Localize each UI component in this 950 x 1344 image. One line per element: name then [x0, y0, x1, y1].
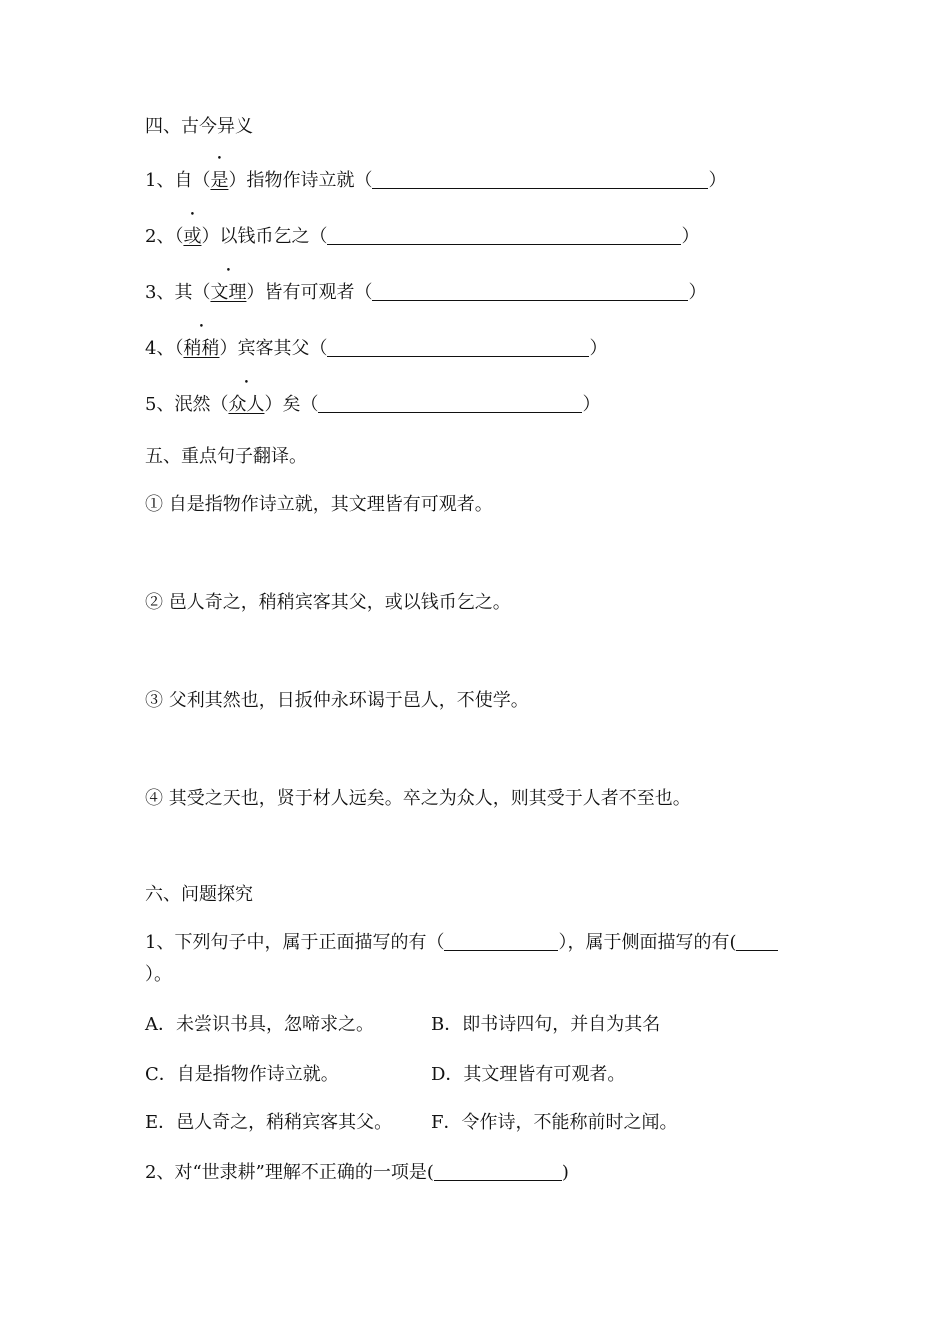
item-prefix: 3、其（: [145, 282, 211, 303]
question-text: 1、下列句子中，属于正面描写的有（: [145, 932, 445, 953]
item-close: ）: [688, 282, 707, 303]
option-e: E．邑人奇之，稍稍宾客其父。: [145, 1112, 393, 1133]
question-close: ): [561, 1162, 569, 1183]
item-close: ）: [582, 394, 601, 415]
translation-sentence-2: ② 邑人奇之，稍稍宾客其父，或以钱币乞之。: [145, 592, 511, 613]
item-text: ）以钱币乞之（: [201, 226, 328, 247]
answer-blank[interactable]: [327, 336, 589, 357]
option-d: D．其文理皆有可观者。: [431, 1064, 626, 1085]
question-item-1: [145, 168, 726, 194]
option-a: A．未尝识书具，忽啼求之。: [145, 1014, 374, 1035]
dotted-word: 文理: [210, 282, 247, 303]
section5-heading: 五、重点句子翻译。: [145, 446, 307, 467]
answer-blank[interactable]: [372, 168, 708, 189]
question-1-close: ）。: [145, 964, 172, 985]
answer-blank[interactable]: [318, 392, 582, 413]
item-close: ）: [589, 338, 608, 359]
question-item-2: [145, 224, 699, 250]
question-item-3: [145, 280, 706, 306]
option-f: F．令作诗，不能称前时之闻。: [431, 1112, 678, 1133]
item-prefix: 4、（: [145, 338, 184, 359]
translation-sentence-1: ① 自是指物作诗立就，其文理皆有可观者。: [145, 494, 493, 515]
item-prefix: 1、自（: [145, 170, 211, 191]
item-text: ）指物作诗立就（: [228, 170, 373, 191]
dotted-word: 或: [183, 226, 202, 247]
answer-blank[interactable]: [736, 930, 778, 951]
option-b: B．即书诗四句，并自为其名: [431, 1014, 661, 1035]
question-1: [145, 930, 778, 956]
answer-blank[interactable]: [444, 930, 558, 951]
answer-blank[interactable]: [327, 224, 681, 245]
item-close: ）: [708, 170, 727, 191]
options-row-3: [145, 1110, 678, 1136]
question-item-5: [145, 392, 600, 418]
item-text: ）宾客其父（: [219, 338, 328, 359]
question-item-4: [145, 336, 607, 362]
section6-heading: 六、问题探究: [145, 884, 253, 905]
section4-heading: 四、古今异义: [145, 116, 253, 137]
question-text: ），属于侧面描写的有(: [558, 932, 737, 953]
options-row-2: [145, 1062, 625, 1088]
dotted-word: 稍稍: [183, 338, 220, 359]
option-c: C．自是指物作诗立就。: [145, 1064, 339, 1085]
question-text: 2、对“世隶耕”理解不正确的一项是(: [145, 1162, 434, 1183]
item-prefix: 2、（: [145, 226, 184, 247]
dotted-word: 众人: [228, 394, 265, 415]
item-close: ）: [681, 226, 700, 247]
item-text: ）皆有可观者（: [246, 282, 373, 303]
options-row-1: [145, 1012, 660, 1038]
translation-sentence-4: ④ 其受之天也，贤于材人远矣。卒之为众人，则其受于人者不至也。: [145, 788, 691, 809]
answer-blank[interactable]: [434, 1160, 562, 1181]
question-2: [145, 1160, 569, 1186]
item-text: ）矣（: [264, 394, 319, 415]
dotted-word: 是: [210, 170, 229, 191]
answer-blank[interactable]: [372, 280, 688, 301]
translation-sentence-3: ③ 父利其然也，日扳仲永环谒于邑人，不使学。: [145, 690, 529, 711]
item-prefix: 5、泯然（: [145, 394, 229, 415]
